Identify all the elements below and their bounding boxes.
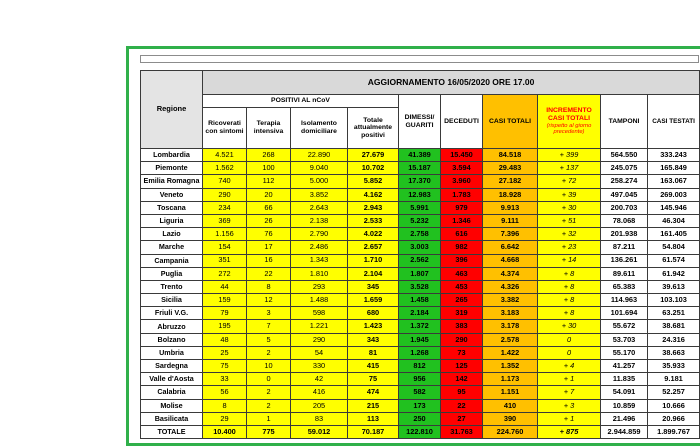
cell-tests: 55.672 <box>601 320 648 333</box>
cell-home-isolation: 9.040 <box>291 162 348 175</box>
cell-hospitalized: 79 <box>203 307 247 320</box>
cell-current-positive: 5.852 <box>348 175 399 188</box>
table-row <box>141 399 700 412</box>
cell-tested-cases: 163.067 <box>648 175 700 188</box>
cell-tested-cases: 9.181 <box>648 373 700 386</box>
cell-total-cases: 1.151 <box>483 386 538 399</box>
cell-region: Abruzzo <box>141 320 203 333</box>
cell-deaths: 27 <box>441 412 483 425</box>
cell-intensive-care: 20 <box>247 188 291 201</box>
cell-total-cases: 4.374 <box>483 267 538 280</box>
cell-home-isolation: 2.138 <box>291 214 348 227</box>
cell-increase: + 137 <box>538 162 601 175</box>
cell-intensive-care: 5 <box>247 333 291 346</box>
cell-total-cases: 2.578 <box>483 333 538 346</box>
cell-tested-cases: 39.613 <box>648 280 700 293</box>
cell-home-isolation: 205 <box>291 399 348 412</box>
intensive-care-header: Terapia intensiva <box>247 108 291 149</box>
cell-total-cases: 3.183 <box>483 307 538 320</box>
cell-deaths: 73 <box>441 346 483 359</box>
cell-region: Puglia <box>141 267 203 280</box>
cell-total-cases: 1.173 <box>483 373 538 386</box>
table-row <box>141 320 700 333</box>
cell-intensive-care: 2 <box>247 399 291 412</box>
cell-total-cases: 3.382 <box>483 294 538 307</box>
cell-deaths: 463 <box>441 267 483 280</box>
cell-tests: 101.694 <box>601 307 648 320</box>
table-row <box>141 280 700 293</box>
cell-increase: + 30 <box>538 201 601 214</box>
cell-tested-cases: 161.405 <box>648 228 700 241</box>
cell-region: Sicilia <box>141 294 203 307</box>
cell-deaths: 142 <box>441 373 483 386</box>
cell-current-positive: 2.533 <box>348 214 399 227</box>
cell-home-isolation: 598 <box>291 307 348 320</box>
cell-tested-cases: 61.574 <box>648 254 700 267</box>
cell-tests: 497.045 <box>601 188 648 201</box>
cell-recovered: 812 <box>399 360 441 373</box>
table-row <box>141 412 700 425</box>
table-row <box>141 228 700 241</box>
cell-current-positive: 81 <box>348 346 399 359</box>
table-row <box>141 175 700 188</box>
cell-tested-cases: 63.251 <box>648 307 700 320</box>
cell-region: Toscana <box>141 201 203 214</box>
cell-intensive-care: 2 <box>247 386 291 399</box>
cell-deaths: 95 <box>441 386 483 399</box>
cell-hospitalized: 1.562 <box>203 162 247 175</box>
cell-current-positive: 2.943 <box>348 201 399 214</box>
cell-deaths: 383 <box>441 320 483 333</box>
cell-increase: 0 <box>538 346 601 359</box>
cell-total-cases: 9.913 <box>483 201 538 214</box>
cell-total-cases: 1.352 <box>483 360 538 373</box>
cell-increase: 0 <box>538 333 601 346</box>
cell-intensive-care: 10 <box>247 360 291 373</box>
cell-deaths: 31.763 <box>441 425 483 438</box>
cell-hospitalized: 8 <box>203 399 247 412</box>
cell-region: Umbria <box>141 346 203 359</box>
cell-region: TOTALE <box>141 425 203 438</box>
cell-intensive-care: 1 <box>247 412 291 425</box>
cell-region: Basilicata <box>141 412 203 425</box>
cell-region: Marche <box>141 241 203 254</box>
cell-increase: + 51 <box>538 214 601 227</box>
table-row <box>141 333 700 346</box>
cell-increase: + 4 <box>538 360 601 373</box>
cell-total-cases: 4.668 <box>483 254 538 267</box>
cell-deaths: 319 <box>441 307 483 320</box>
cell-hospitalized: 159 <box>203 294 247 307</box>
cell-tested-cases: 24.316 <box>648 333 700 346</box>
cell-home-isolation: 1.343 <box>291 254 348 267</box>
cell-current-positive: 1.423 <box>348 320 399 333</box>
cell-tests: 201.938 <box>601 228 648 241</box>
cell-home-isolation: 5.000 <box>291 175 348 188</box>
cell-region: Valle d'Aosta <box>141 373 203 386</box>
cell-deaths: 616 <box>441 228 483 241</box>
cell-tests: 11.835 <box>601 373 648 386</box>
cell-hospitalized: 48 <box>203 333 247 346</box>
update-title: AGGIORNAMENTO 16/05/2020 ORE 17.00 <box>203 71 700 95</box>
cell-home-isolation: 1.810 <box>291 267 348 280</box>
cell-intensive-care: 7 <box>247 320 291 333</box>
cell-total-cases: 4.326 <box>483 280 538 293</box>
total-row <box>141 425 700 438</box>
cell-tested-cases: 269.003 <box>648 188 700 201</box>
cell-increase: + 7 <box>538 386 601 399</box>
blank-header-row <box>140 55 699 63</box>
cell-recovered: 1.945 <box>399 333 441 346</box>
cell-tested-cases: 46.304 <box>648 214 700 227</box>
cell-tested-cases: 61.942 <box>648 267 700 280</box>
increase-header <box>538 95 601 149</box>
cell-deaths: 396 <box>441 254 483 267</box>
cell-hospitalized: 56 <box>203 386 247 399</box>
cell-current-positive: 474 <box>348 386 399 399</box>
table-row <box>141 346 700 359</box>
cell-recovered: 1.807 <box>399 267 441 280</box>
cell-current-positive: 415 <box>348 360 399 373</box>
cell-recovered: 15.187 <box>399 162 441 175</box>
cell-recovered: 2.758 <box>399 228 441 241</box>
cell-intensive-care: 66 <box>247 201 291 214</box>
table-row <box>141 386 700 399</box>
cell-increase: + 3 <box>538 399 601 412</box>
cell-intensive-care: 112 <box>247 175 291 188</box>
cell-current-positive: 215 <box>348 399 399 412</box>
cell-tests: 245.075 <box>601 162 648 175</box>
cell-intensive-care: 76 <box>247 228 291 241</box>
cell-intensive-care: 3 <box>247 307 291 320</box>
cell-total-cases: 224.760 <box>483 425 538 438</box>
cell-increase: + 1 <box>538 373 601 386</box>
cell-deaths: 979 <box>441 201 483 214</box>
cell-intensive-care: 16 <box>247 254 291 267</box>
cell-increase: + 8 <box>538 267 601 280</box>
cell-home-isolation: 83 <box>291 412 348 425</box>
table-row <box>141 201 700 214</box>
cell-increase: + 14 <box>538 254 601 267</box>
tests-header: TAMPONI <box>601 95 648 149</box>
cell-total-cases: 84.518 <box>483 149 538 162</box>
cell-tested-cases: 20.966 <box>648 412 700 425</box>
cell-tests: 10.859 <box>601 399 648 412</box>
cell-tests: 87.211 <box>601 241 648 254</box>
cell-hospitalized: 369 <box>203 214 247 227</box>
home-isolation-header: Isolamento domiciliare <box>291 108 348 149</box>
cell-intensive-care: 22 <box>247 267 291 280</box>
cell-hospitalized: 25 <box>203 346 247 359</box>
cell-hospitalized: 4.521 <box>203 149 247 162</box>
cell-tested-cases: 165.849 <box>648 162 700 175</box>
cell-intensive-care: 26 <box>247 214 291 227</box>
cell-tests: 65.383 <box>601 280 648 293</box>
cell-home-isolation: 2.643 <box>291 201 348 214</box>
cell-hospitalized: 154 <box>203 241 247 254</box>
cell-hospitalized: 1.156 <box>203 228 247 241</box>
cell-increase: + 399 <box>538 149 601 162</box>
cell-tests: 89.611 <box>601 267 648 280</box>
cell-recovered: 1.268 <box>399 346 441 359</box>
region-header: Regione <box>141 71 203 149</box>
table-row <box>141 294 700 307</box>
cell-home-isolation: 330 <box>291 360 348 373</box>
cell-increase: + 8 <box>538 280 601 293</box>
cell-deaths: 3.960 <box>441 175 483 188</box>
cell-increase: + 8 <box>538 307 601 320</box>
recovered-header: DIMESSI/ GUARITI <box>399 95 441 149</box>
cell-region: Emilia Romagna <box>141 175 203 188</box>
cell-recovered: 250 <box>399 412 441 425</box>
cell-total-cases: 18.928 <box>483 188 538 201</box>
cell-intensive-care: 268 <box>247 149 291 162</box>
cell-recovered: 2.562 <box>399 254 441 267</box>
cell-total-cases: 1.422 <box>483 346 538 359</box>
cell-increase: + 39 <box>538 188 601 201</box>
table-row <box>141 149 700 162</box>
cell-tests: 55.170 <box>601 346 648 359</box>
covid-regional-table <box>140 70 700 439</box>
cell-current-positive: 4.162 <box>348 188 399 201</box>
cell-deaths: 265 <box>441 294 483 307</box>
cell-tests: 78.068 <box>601 214 648 227</box>
cell-tested-cases: 38.681 <box>648 320 700 333</box>
cell-tested-cases: 10.666 <box>648 399 700 412</box>
cell-tests: 41.257 <box>601 360 648 373</box>
cell-recovered: 1.372 <box>399 320 441 333</box>
cell-current-positive: 2.657 <box>348 241 399 254</box>
cell-region: Lazio <box>141 228 203 241</box>
cell-recovered: 17.370 <box>399 175 441 188</box>
cell-recovered: 2.184 <box>399 307 441 320</box>
table-row <box>141 307 700 320</box>
cell-intensive-care: 8 <box>247 280 291 293</box>
table-row <box>141 360 700 373</box>
cell-intensive-care: 0 <box>247 373 291 386</box>
cell-deaths: 982 <box>441 241 483 254</box>
cell-deaths: 1.783 <box>441 188 483 201</box>
cell-tested-cases: 35.933 <box>648 360 700 373</box>
cell-home-isolation: 3.852 <box>291 188 348 201</box>
cell-recovered: 41.389 <box>399 149 441 162</box>
cell-tested-cases: 1.899.767 <box>648 425 700 438</box>
deaths-header: DECEDUTI <box>441 95 483 149</box>
cell-hospitalized: 290 <box>203 188 247 201</box>
cell-total-cases: 27.182 <box>483 175 538 188</box>
cell-recovered: 5.232 <box>399 214 441 227</box>
cell-region: Campania <box>141 254 203 267</box>
cell-home-isolation: 293 <box>291 280 348 293</box>
hospitalized-header: Ricoverati con sintomi <box>203 108 247 149</box>
cell-intensive-care: 2 <box>247 346 291 359</box>
cell-total-cases: 410 <box>483 399 538 412</box>
total-cases-header: CASI TOTALI <box>483 95 538 149</box>
cell-tested-cases: 38.663 <box>648 346 700 359</box>
cell-hospitalized: 740 <box>203 175 247 188</box>
cell-recovered: 582 <box>399 386 441 399</box>
cell-deaths: 3.594 <box>441 162 483 175</box>
cell-hospitalized: 29 <box>203 412 247 425</box>
cell-hospitalized: 351 <box>203 254 247 267</box>
cell-hospitalized: 10.400 <box>203 425 247 438</box>
cell-current-positive: 1.710 <box>348 254 399 267</box>
cell-current-positive: 70.187 <box>348 425 399 438</box>
cell-hospitalized: 33 <box>203 373 247 386</box>
table-row <box>141 241 700 254</box>
cell-intensive-care: 12 <box>247 294 291 307</box>
cell-region: Bolzano <box>141 333 203 346</box>
cell-home-isolation: 290 <box>291 333 348 346</box>
cell-tests: 258.274 <box>601 175 648 188</box>
cell-region: Molise <box>141 399 203 412</box>
cell-increase: + 1 <box>538 412 601 425</box>
cell-home-isolation: 22.890 <box>291 149 348 162</box>
cell-region: Liguria <box>141 214 203 227</box>
cell-tests: 114.963 <box>601 294 648 307</box>
cell-region: Friuli V.G. <box>141 307 203 320</box>
positives-group-header: POSITIVI AL nCoV <box>203 95 399 108</box>
cell-total-cases: 9.111 <box>483 214 538 227</box>
cell-recovered: 122.810 <box>399 425 441 438</box>
cell-tested-cases: 52.257 <box>648 386 700 399</box>
cell-tests: 136.261 <box>601 254 648 267</box>
cell-home-isolation: 54 <box>291 346 348 359</box>
cell-region: Lombardia <box>141 149 203 162</box>
cell-hospitalized: 75 <box>203 360 247 373</box>
cell-home-isolation: 42 <box>291 373 348 386</box>
cell-tested-cases: 333.243 <box>648 149 700 162</box>
cell-deaths: 22 <box>441 399 483 412</box>
cell-increase: + 875 <box>538 425 601 438</box>
cell-tests: 200.703 <box>601 201 648 214</box>
cell-current-positive: 113 <box>348 412 399 425</box>
cell-region: Sardegna <box>141 360 203 373</box>
cell-increase: + 23 <box>538 241 601 254</box>
cell-home-isolation: 2.790 <box>291 228 348 241</box>
cell-total-cases: 3.178 <box>483 320 538 333</box>
table-row <box>141 214 700 227</box>
cell-intensive-care: 775 <box>247 425 291 438</box>
increase-header-note: (rispetto al giorno precedente) <box>546 122 592 136</box>
cell-deaths: 1.346 <box>441 214 483 227</box>
cell-increase: + 32 <box>538 228 601 241</box>
table-row <box>141 373 700 386</box>
cell-intensive-care: 17 <box>247 241 291 254</box>
cell-current-positive: 10.702 <box>348 162 399 175</box>
cell-increase: + 30 <box>538 320 601 333</box>
increase-header-title: INCREMENTO CASI TOTALI <box>546 107 592 123</box>
cell-recovered: 173 <box>399 399 441 412</box>
cell-tests: 21.496 <box>601 412 648 425</box>
cell-tests: 564.550 <box>601 149 648 162</box>
table-row <box>141 162 700 175</box>
cell-current-positive: 75 <box>348 373 399 386</box>
cell-recovered: 1.458 <box>399 294 441 307</box>
cell-recovered: 3.003 <box>399 241 441 254</box>
cell-hospitalized: 234 <box>203 201 247 214</box>
cell-home-isolation: 416 <box>291 386 348 399</box>
cell-current-positive: 345 <box>348 280 399 293</box>
cell-total-cases: 7.396 <box>483 228 538 241</box>
cell-deaths: 290 <box>441 333 483 346</box>
cell-current-positive: 2.104 <box>348 267 399 280</box>
cell-recovered: 3.528 <box>399 280 441 293</box>
table-row <box>141 267 700 280</box>
cell-tests: 2.944.859 <box>601 425 648 438</box>
cell-deaths: 15.450 <box>441 149 483 162</box>
cell-region: Calabria <box>141 386 203 399</box>
cell-total-cases: 29.483 <box>483 162 538 175</box>
cell-home-isolation: 1.221 <box>291 320 348 333</box>
cell-recovered: 12.983 <box>399 188 441 201</box>
cell-tested-cases: 145.946 <box>648 201 700 214</box>
cell-current-positive: 343 <box>348 333 399 346</box>
cell-current-positive: 680 <box>348 307 399 320</box>
cell-recovered: 956 <box>399 373 441 386</box>
table-body <box>141 149 700 439</box>
cell-current-positive: 27.679 <box>348 149 399 162</box>
cell-increase: + 8 <box>538 294 601 307</box>
cell-home-isolation: 2.486 <box>291 241 348 254</box>
cell-region: Piemonte <box>141 162 203 175</box>
cell-current-positive: 1.659 <box>348 294 399 307</box>
table-row <box>141 254 700 267</box>
cell-total-cases: 6.642 <box>483 241 538 254</box>
cell-deaths: 125 <box>441 360 483 373</box>
cell-region: Trento <box>141 280 203 293</box>
cell-hospitalized: 195 <box>203 320 247 333</box>
cell-hospitalized: 272 <box>203 267 247 280</box>
current-positive-header: Totale attualmente positivi <box>348 108 399 149</box>
cell-tested-cases: 103.103 <box>648 294 700 307</box>
cell-region: Veneto <box>141 188 203 201</box>
cell-tests: 54.091 <box>601 386 648 399</box>
cell-current-positive: 4.022 <box>348 228 399 241</box>
cell-tests: 53.703 <box>601 333 648 346</box>
cell-deaths: 453 <box>441 280 483 293</box>
cell-home-isolation: 1.488 <box>291 294 348 307</box>
tested-cases-header: CASI TESTATI <box>648 95 700 149</box>
table-row <box>141 188 700 201</box>
cell-intensive-care: 100 <box>247 162 291 175</box>
cell-recovered: 5.991 <box>399 201 441 214</box>
cell-tested-cases: 54.804 <box>648 241 700 254</box>
cell-total-cases: 390 <box>483 412 538 425</box>
cell-hospitalized: 44 <box>203 280 247 293</box>
cell-home-isolation: 59.012 <box>291 425 348 438</box>
cell-increase: + 72 <box>538 175 601 188</box>
